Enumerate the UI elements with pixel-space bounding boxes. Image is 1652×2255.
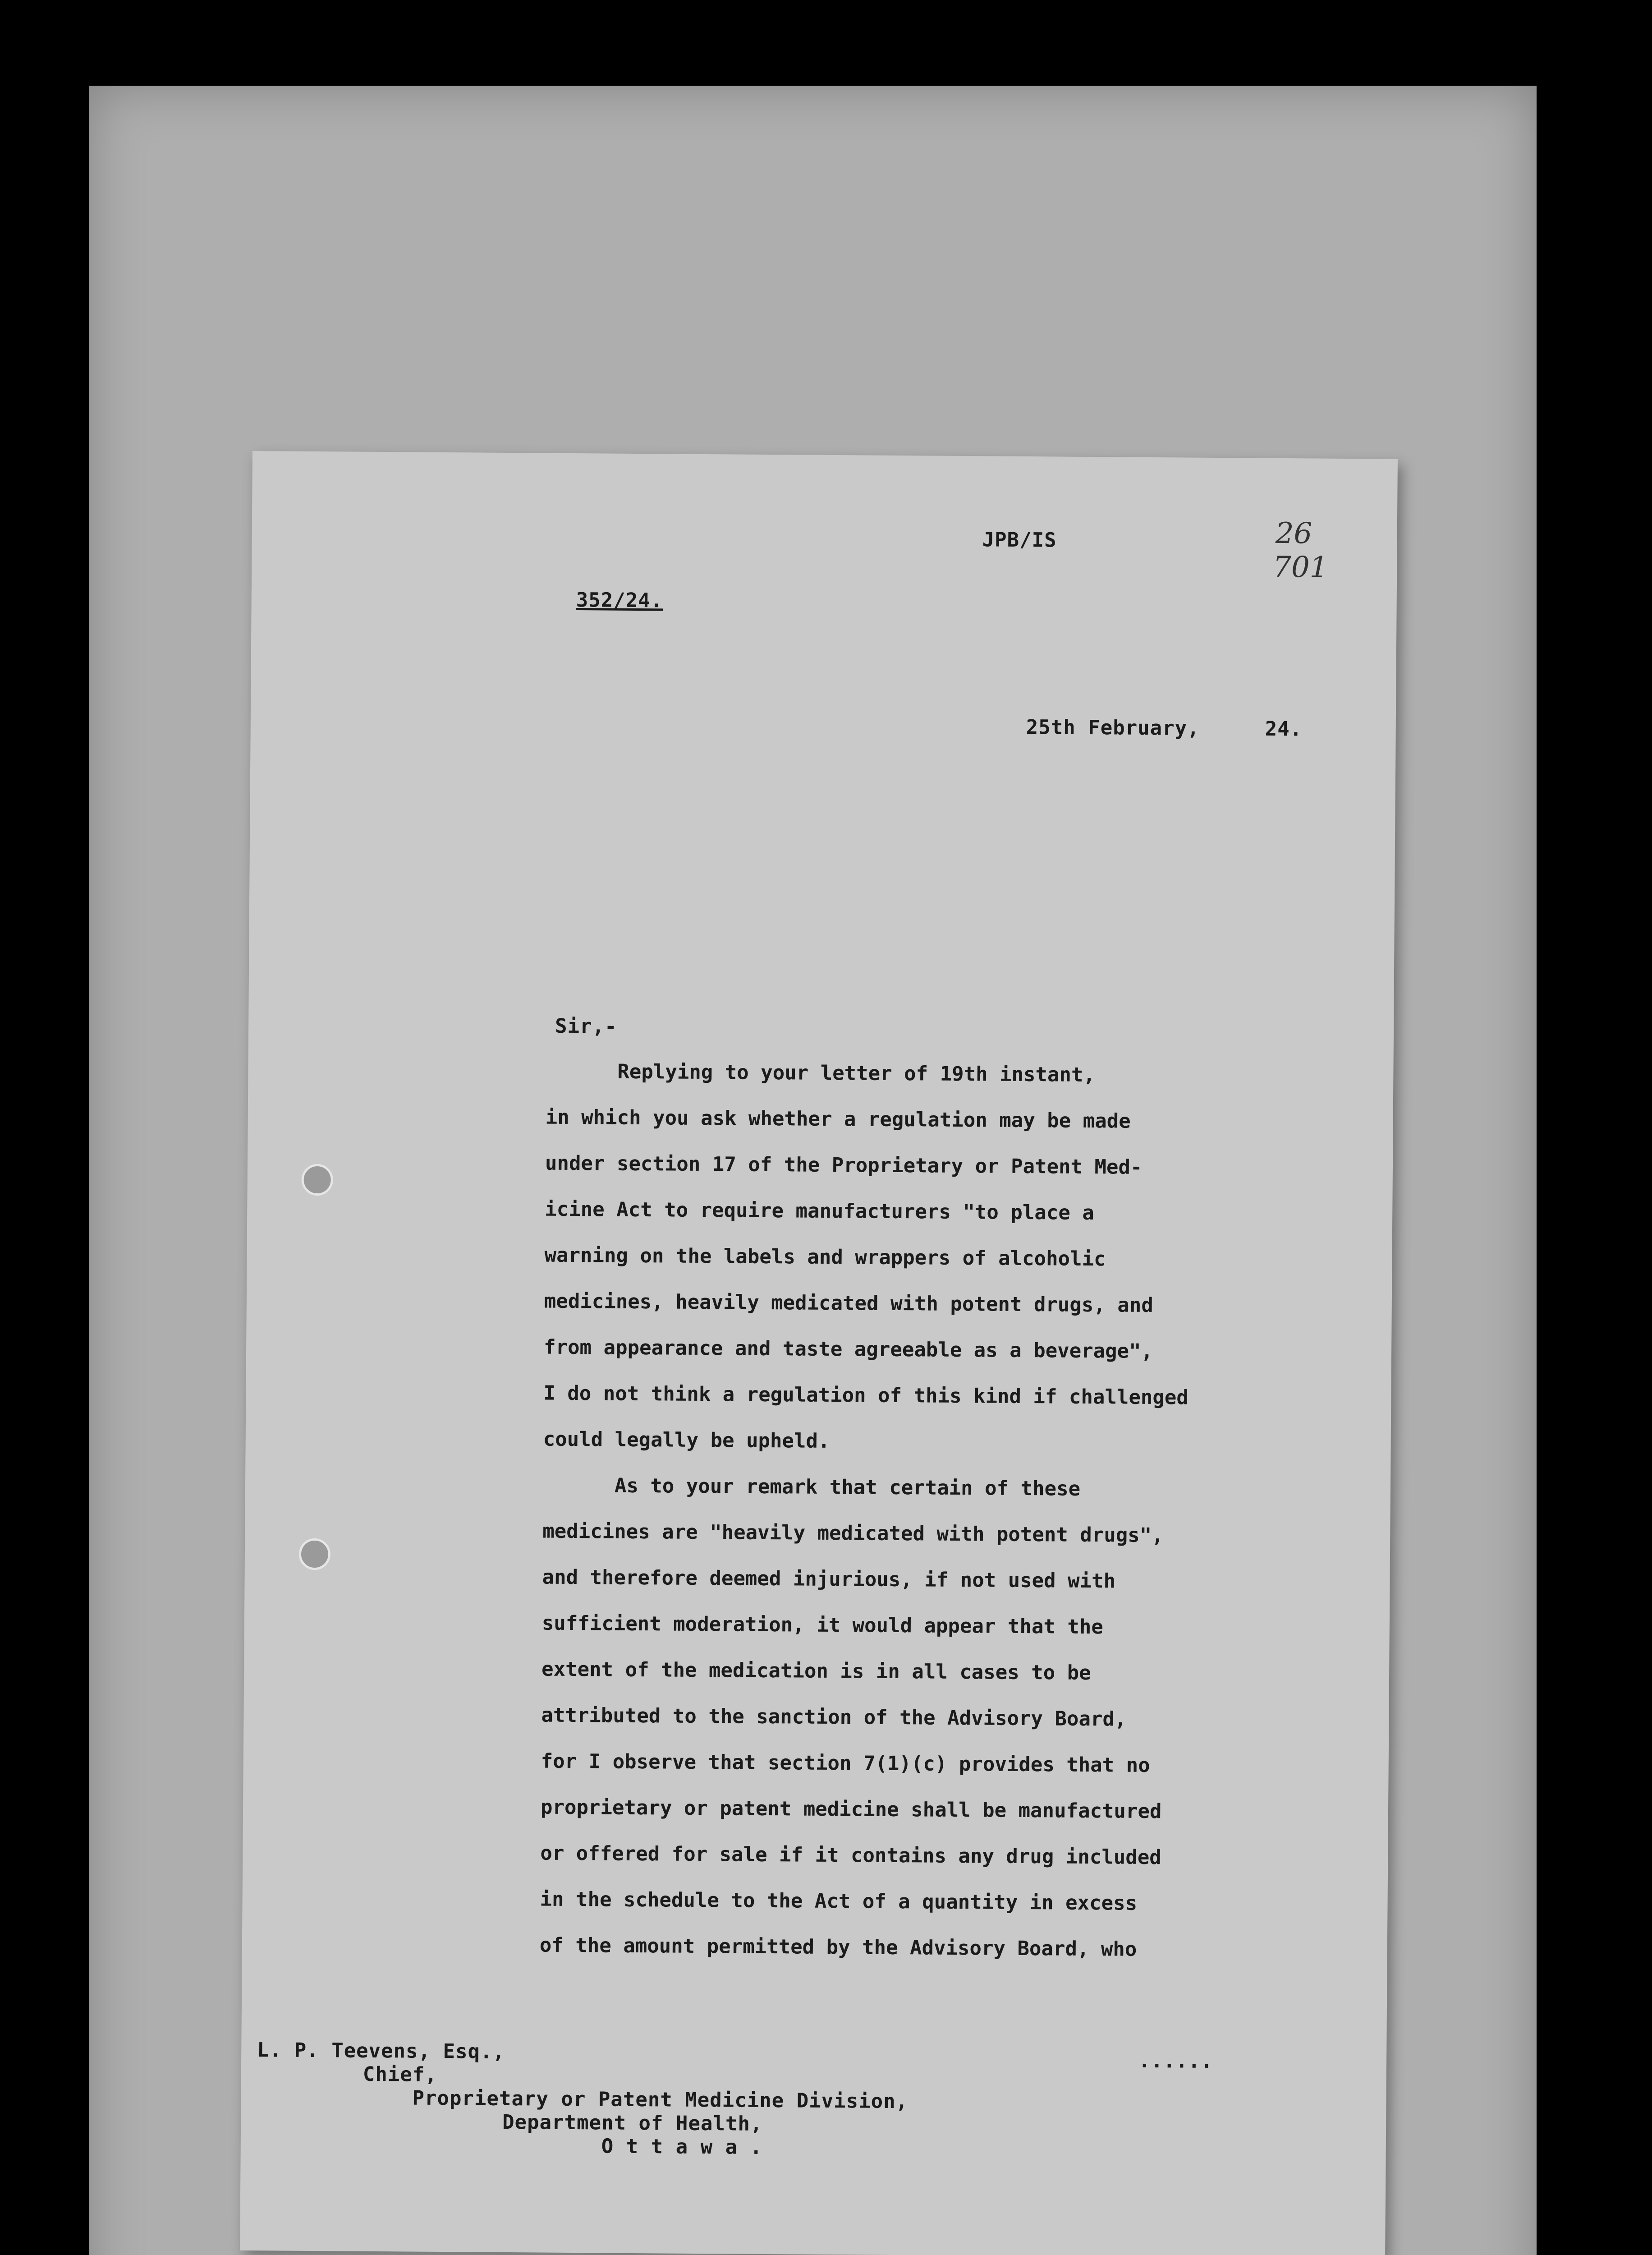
body-line: or offered for sale if it contains any drug included [540,1841,1161,1869]
body-line: under section 17 of the Proprietary or Patent Med- [545,1151,1143,1179]
body-line: proprietary or patent medicine shall be manufactured [540,1795,1162,1823]
body-line: sufficient moderation, it would appear that the [541,1611,1104,1639]
letter-year: 24. [1265,717,1303,741]
body-line: I do not think a regulation of this kind if challenged [543,1381,1189,1409]
punch-hole-top [301,1164,333,1196]
body-line: medicines, heavily medicated with potent drugs, and [544,1289,1154,1317]
body-line: in which you ask whether a regulation may be made [545,1105,1131,1133]
addressee-name: L. P. Teevens, Esq., [257,2039,505,2063]
body-line: attributed to the sanction of the Advisory Board, [541,1703,1127,1731]
body-line: As to your remark that certain of these [542,1473,1081,1500]
file-reference: JPB/IS [982,528,1057,552]
body-line: warning on the labels and wrappers of alcoholic [544,1243,1106,1271]
body-line: could legally be upheld. [543,1427,830,1453]
addressee-block [240,2039,1053,2180]
addressee-city: O t t a w a . [601,2135,763,2159]
body-line: extent of the medication is in all cases to be [541,1657,1091,1685]
archive-number-top: 26 [1275,516,1312,551]
body-line: and therefore deemed injurious, if not used with [542,1565,1116,1593]
body-line: icine Act to require manufacturers "to place a [545,1197,1094,1225]
body-line: from appearance and taste agreeable as a beverage", [543,1335,1153,1363]
reference-number: 352/24. [576,589,663,612]
salutation: Sir,- [555,1014,617,1038]
body-line: medicines are "heavily medicated with potent drugs", [542,1519,1164,1547]
addressee-department: Department of Health, [502,2110,763,2135]
body-line: of the amount permitted by the Advisory Board, who [539,1933,1137,1961]
addressee-title: Chief, [363,2062,438,2086]
body-line: for I observe that section 7(1)(c) provides that no [541,1749,1150,1777]
letter-body [539,1060,1357,1990]
body-line: in the schedule to the Act of a quantity in excess [540,1887,1138,1915]
letter-page [240,451,1398,2255]
archive-number-bottom: 701 [1272,550,1328,584]
addressee-division: Proprietary or Patent Medicine Division, [412,2086,909,2113]
body-line: Replying to your letter of 19th instant, [546,1059,1096,1087]
letter-date: 25th February, [1026,715,1200,740]
punch-hole-bottom [299,1538,330,1570]
continuation-marker: ...... [1138,2049,1213,2073]
